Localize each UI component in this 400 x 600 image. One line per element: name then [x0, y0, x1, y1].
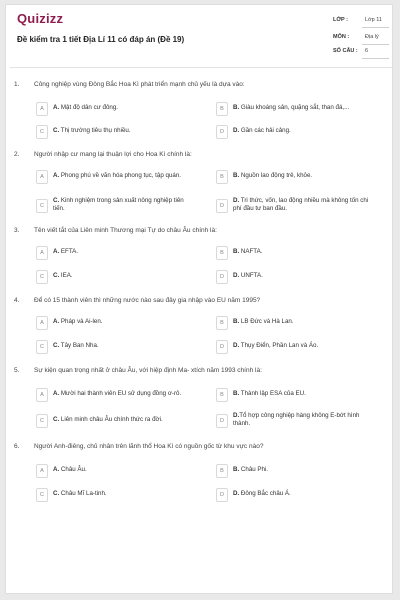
option-prefix: A. [53, 104, 60, 111]
option-prefix: B. [233, 466, 240, 473]
option-body: Pháp và Ai-len. [59, 318, 103, 325]
option-prefix: D. [233, 272, 240, 279]
option-letter-box: D [216, 270, 228, 284]
option-letter-box: C [36, 488, 48, 502]
option-text [53, 390, 193, 398]
worksheet-header [6, 5, 392, 61]
option-body: Châu Mĩ La-tinh. [59, 490, 107, 497]
option-letter-box: B [216, 464, 228, 478]
question-number: 3. [14, 227, 20, 234]
option-letter-box: D [216, 340, 228, 354]
option-text [233, 318, 373, 326]
option-letter-box: B [216, 388, 228, 402]
option-letter-box: B [216, 316, 228, 330]
option-body: NAFTA. [239, 248, 263, 255]
option-text [233, 172, 373, 180]
option-letter-box: A [36, 102, 48, 116]
option-text [233, 197, 373, 213]
option-text [53, 104, 193, 112]
option-prefix: A. [53, 390, 60, 397]
option-body: Mật độ dân cư đông. [59, 104, 119, 111]
option-letter-box: D [216, 414, 228, 428]
meta-subject-label: MÔN : [333, 34, 350, 40]
option-body: Thị trường tiêu thụ nhiều. [59, 127, 131, 134]
option-text [53, 318, 193, 326]
option-prefix: B. [233, 248, 240, 255]
option-prefix: A. [53, 318, 60, 325]
option-text [53, 342, 193, 350]
option-prefix: D. [233, 342, 240, 349]
question-text: Người Anh-điêng, chủ nhân trên lãnh thổ Hoa Kì có nguồn gốc từ khu vực nào? [34, 443, 264, 450]
option-prefix: C. [53, 272, 60, 279]
option-text [53, 197, 193, 213]
option-letter-box: D [216, 488, 228, 502]
option-body: Châu Âu. [59, 466, 87, 473]
option-prefix: B. [233, 390, 240, 397]
option-letter-box: D [216, 125, 228, 139]
option-letter-box: C [36, 414, 48, 428]
option-letter-box: B [216, 246, 228, 260]
option-letter-box: A [36, 170, 48, 184]
option-letter-box: C [36, 340, 48, 354]
option-body: Giàu khoáng sản, quặng sắt, than đá,... [239, 104, 350, 111]
option-text [233, 342, 373, 350]
option-prefix: A. [53, 466, 60, 473]
question-text: Sự kiện quan trọng nhất ở châu Âu, với hiệp định Ma- xtích năm 1993 chính là: [34, 367, 262, 374]
option-prefix: C. [53, 490, 60, 497]
option-prefix: A. [53, 172, 60, 179]
option-text [53, 248, 193, 256]
question-number: 4. [14, 297, 20, 304]
header-divider [10, 67, 392, 68]
option-text [53, 172, 193, 180]
question-number: 5. [14, 367, 20, 374]
meta-class-underline [362, 27, 389, 28]
meta-count-value: 6 [365, 48, 369, 54]
option-letter-box: A [36, 316, 48, 330]
option-prefix: C. [53, 342, 60, 349]
option-letter-box: B [216, 102, 228, 116]
option-body: Mười hai thành viên EU sử dụng đồng ơ-rô. [59, 390, 182, 397]
meta-subject-value: Địa lý [365, 34, 379, 40]
question-text: Để có 15 thành viên thì những nước nào sau đây gia nhập vào EU năm 1995? [34, 297, 261, 304]
option-text [233, 466, 373, 474]
option-body: Kinh nghiệm trong sản xuất nông nghiệp tiên tiến. [53, 197, 184, 212]
option-body: Thành lập ESA của EU. [239, 390, 306, 397]
option-letter-box: C [36, 125, 48, 139]
question-number: 6. [14, 443, 20, 450]
option-body: Châu Phi. [239, 466, 269, 473]
option-prefix: D. [233, 197, 240, 204]
option-text [53, 272, 193, 280]
option-prefix: C. [53, 127, 60, 134]
worksheet-title: Đề kiểm tra 1 tiết Địa Lí 11 có đáp án (Đề 19) [17, 35, 185, 44]
option-body: Tây Ban Nha. [59, 342, 99, 349]
option-prefix: D. [233, 127, 240, 134]
option-text [233, 127, 373, 135]
option-prefix: B. [233, 318, 240, 325]
option-prefix: B. [233, 104, 240, 111]
option-letter-box: A [36, 246, 48, 260]
option-body: Gần các hải cảng. [239, 127, 291, 134]
option-text [53, 416, 193, 424]
option-body: IEA. [59, 272, 73, 279]
option-body: Liên minh châu Âu chính thức ra đời. [59, 416, 163, 423]
option-body: Tri thức, vốn, lao động nhiều mà không tốn chi phí đầu tư ban đầu. [233, 197, 369, 212]
option-text [53, 127, 193, 135]
option-prefix: C. [53, 416, 60, 423]
meta-class-value: Lớp 11 [365, 17, 382, 23]
option-prefix: B. [233, 172, 240, 179]
option-body: Tổ hợp công nghiệp hàng không E-bớt hình thành. [233, 412, 360, 427]
option-letter-box: C [36, 199, 48, 213]
option-letter-box: C [36, 270, 48, 284]
option-letter-box: B [216, 170, 228, 184]
option-body: Phong phú về văn hóa phong tục, tập quán. [59, 172, 181, 179]
option-prefix: C. [53, 197, 60, 204]
option-text [233, 272, 373, 280]
option-text [233, 104, 373, 112]
meta-class-label: LỚP : [333, 17, 348, 23]
meta-subject-underline [362, 44, 389, 45]
meta-count-underline [362, 58, 389, 59]
option-text [53, 466, 193, 474]
question-text: Tên viết tắt của Liên minh Thương mại Tự do châu Âu chính là: [34, 227, 217, 234]
question-text: Người nhập cư mang lại thuận lợi cho Hoa Kì chính là: [34, 151, 192, 158]
meta-count-label: SỐ CÂU : [333, 48, 358, 54]
option-text [53, 490, 193, 498]
option-body: LB Đức và Hà Lan. [239, 318, 294, 325]
option-text [233, 412, 373, 428]
option-letter-box: D [216, 199, 228, 213]
question-number: 1. [14, 81, 20, 88]
option-letter-box: A [36, 388, 48, 402]
option-body: EFTA. [59, 248, 78, 255]
option-prefix: D. [233, 412, 240, 419]
option-letter-box: A [36, 464, 48, 478]
option-body: UNFTA. [239, 272, 263, 279]
quizizz-logo: Quizizz [17, 11, 64, 26]
option-body: Đông Bắc châu Á. [239, 490, 291, 497]
option-text [233, 390, 373, 398]
question-number: 2. [14, 151, 20, 158]
option-text [233, 490, 373, 498]
option-body: Thụy Điển, Phần Lan và Áo. [239, 342, 319, 349]
option-prefix: A. [53, 248, 60, 255]
option-text [233, 248, 373, 256]
worksheet-page [5, 4, 393, 594]
question-text: Công nghiệp vùng Đông Bắc Hoa Kì phát triển mạnh chủ yếu là dựa vào: [34, 81, 245, 88]
option-body: Nguồn lao động trẻ, khỏe. [239, 172, 313, 179]
option-prefix: D. [233, 490, 240, 497]
